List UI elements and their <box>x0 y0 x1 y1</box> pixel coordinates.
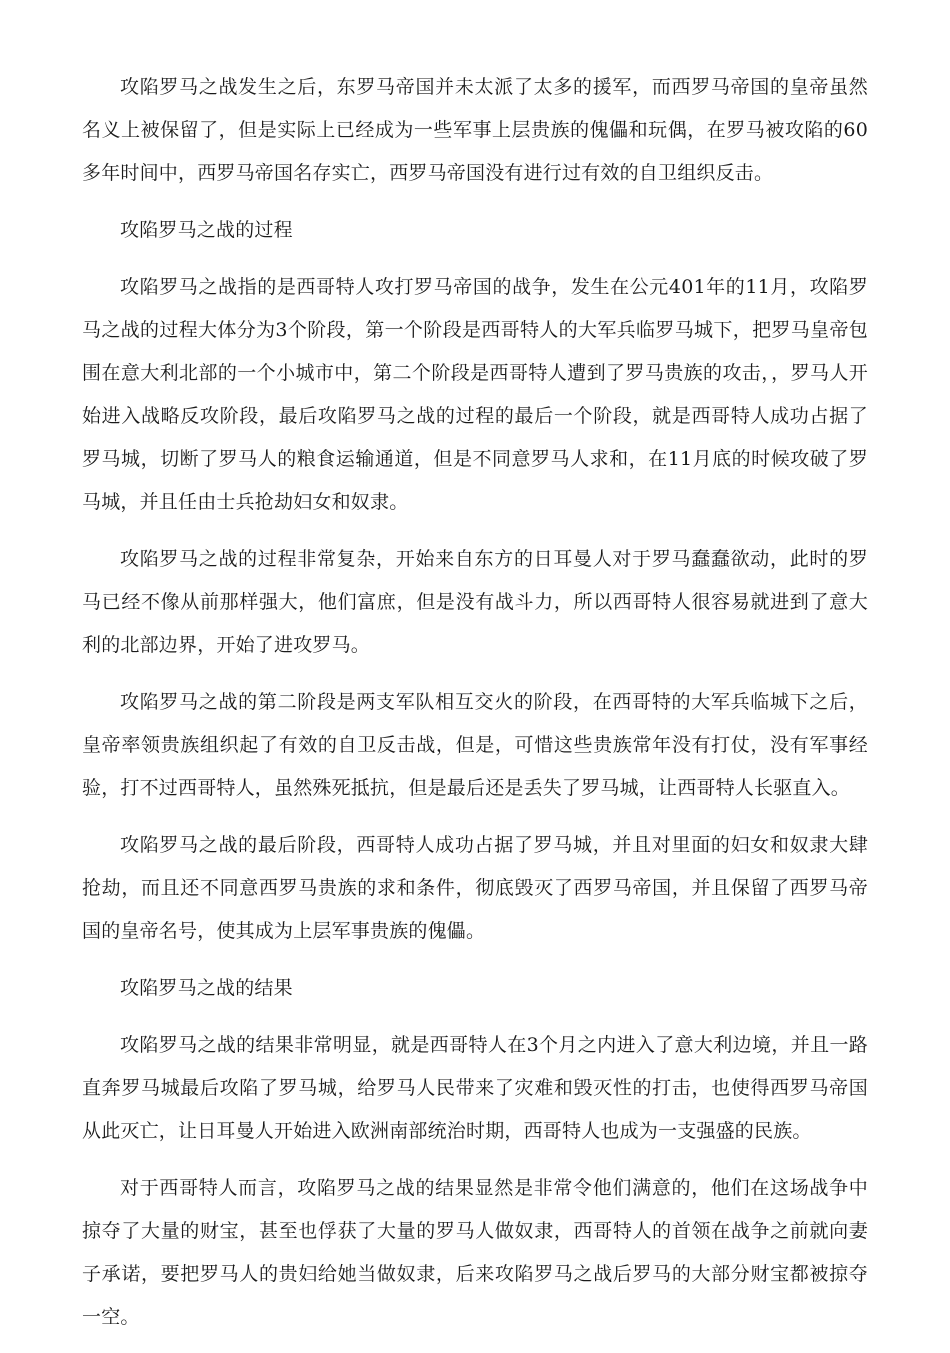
paragraph-result-overview: 攻陷罗马之战的结果非常明显，就是西哥特人在3个月之内进入了意大利边境，并且一路直奔罗马城最后攻陷了罗马城，给罗马人民带来了灾难和毁灭性的打击，也使得西罗马帝国从此灭亡，让日耳曼人开始进入欧洲南部统治时期，西哥特人也成为一支强盛的民族。 <box>82 1034 868 1142</box>
paragraph-process-stage-two: 攻陷罗马之战的第二阶段是两支军队相互交火的阶段，在西哥特的大军兵临城下之后，皇帝率领贵族组织起了有效的自卫反击战，但是，可惜这些贵族常年没有打仗，没有军事经验，打不过西哥特人，虽然殊死抵抗，但是最后还是丢失了罗马城，让西哥特人长驱直入。 <box>82 691 868 799</box>
document-body <box>82 66 868 1353</box>
paragraph-process-stage-one: 攻陷罗马之战的过程非常复杂，开始来自东方的日耳曼人对于罗马蠢蠢欲动，此时的罗马已经不像从前那样强大，他们富庶，但是没有战斗力，所以西哥特人很容易就进到了意大利的北部边界，开始了进攻罗马。 <box>82 548 868 656</box>
section-heading-process: 攻陷罗马之战的过程 <box>120 219 293 241</box>
paragraph-process-overview: 攻陷罗马之战指的是西哥特人攻打罗马帝国的战争，发生在公元401年的11月，攻陷罗马之战的过程大体分为3个阶段，第一个阶段是西哥特人的大军兵临罗马城下，把罗马皇帝包围在意大利北部的一个小城市中，第二个阶段是西哥特人遭到了罗马贵族的攻击，，罗马人开始进入战略反攻阶段，最后攻陷罗马之战的过程的最后一个阶段，就是西哥特人成功占据了罗马城，切断了罗马人的粮食运输通道，但是不同意罗马人求和，在11月底的时候攻破了罗马城，并且任由士兵抢劫妇女和奴隶。 <box>82 276 868 513</box>
paragraph-result-visigoths: 对于西哥特人而言，攻陷罗马之战的结果显然是非常令他们满意的，他们在这场战争中掠夺了大量的财宝，甚至也俘获了大量的罗马人做奴隶，西哥特人的首领在战争之前就向妻子承诺，要把罗马人的贵妇给她当做奴隶，后来攻陷罗马之战后罗马的大部分财宝都被掠夺一空。 <box>82 1177 868 1328</box>
paragraph-process-final-stage: 攻陷罗马之战的最后阶段，西哥特人成功占据了罗马城，并且对里面的妇女和奴隶大肆抢劫，而且还不同意西罗马贵族的求和条件，彻底毁灭了西罗马帝国，并且保留了西罗马帝国的皇帝名号，使其成为上层军事贵族的傀儡。 <box>82 834 868 942</box>
section-heading-result: 攻陷罗马之战的结果 <box>120 977 293 999</box>
paragraph-aftermath-intro: 攻陷罗马之战发生之后，东罗马帝国并未太派了太多的援军，而西罗马帝国的皇帝虽然名义上被保留了，但是实际上已经成为一些军事上层贵族的傀儡和玩偶，在罗马被攻陷的60多年时间中，西罗马帝国名存实亡，西罗马帝国没有进行过有效的自卫组织反击。 <box>82 76 868 184</box>
